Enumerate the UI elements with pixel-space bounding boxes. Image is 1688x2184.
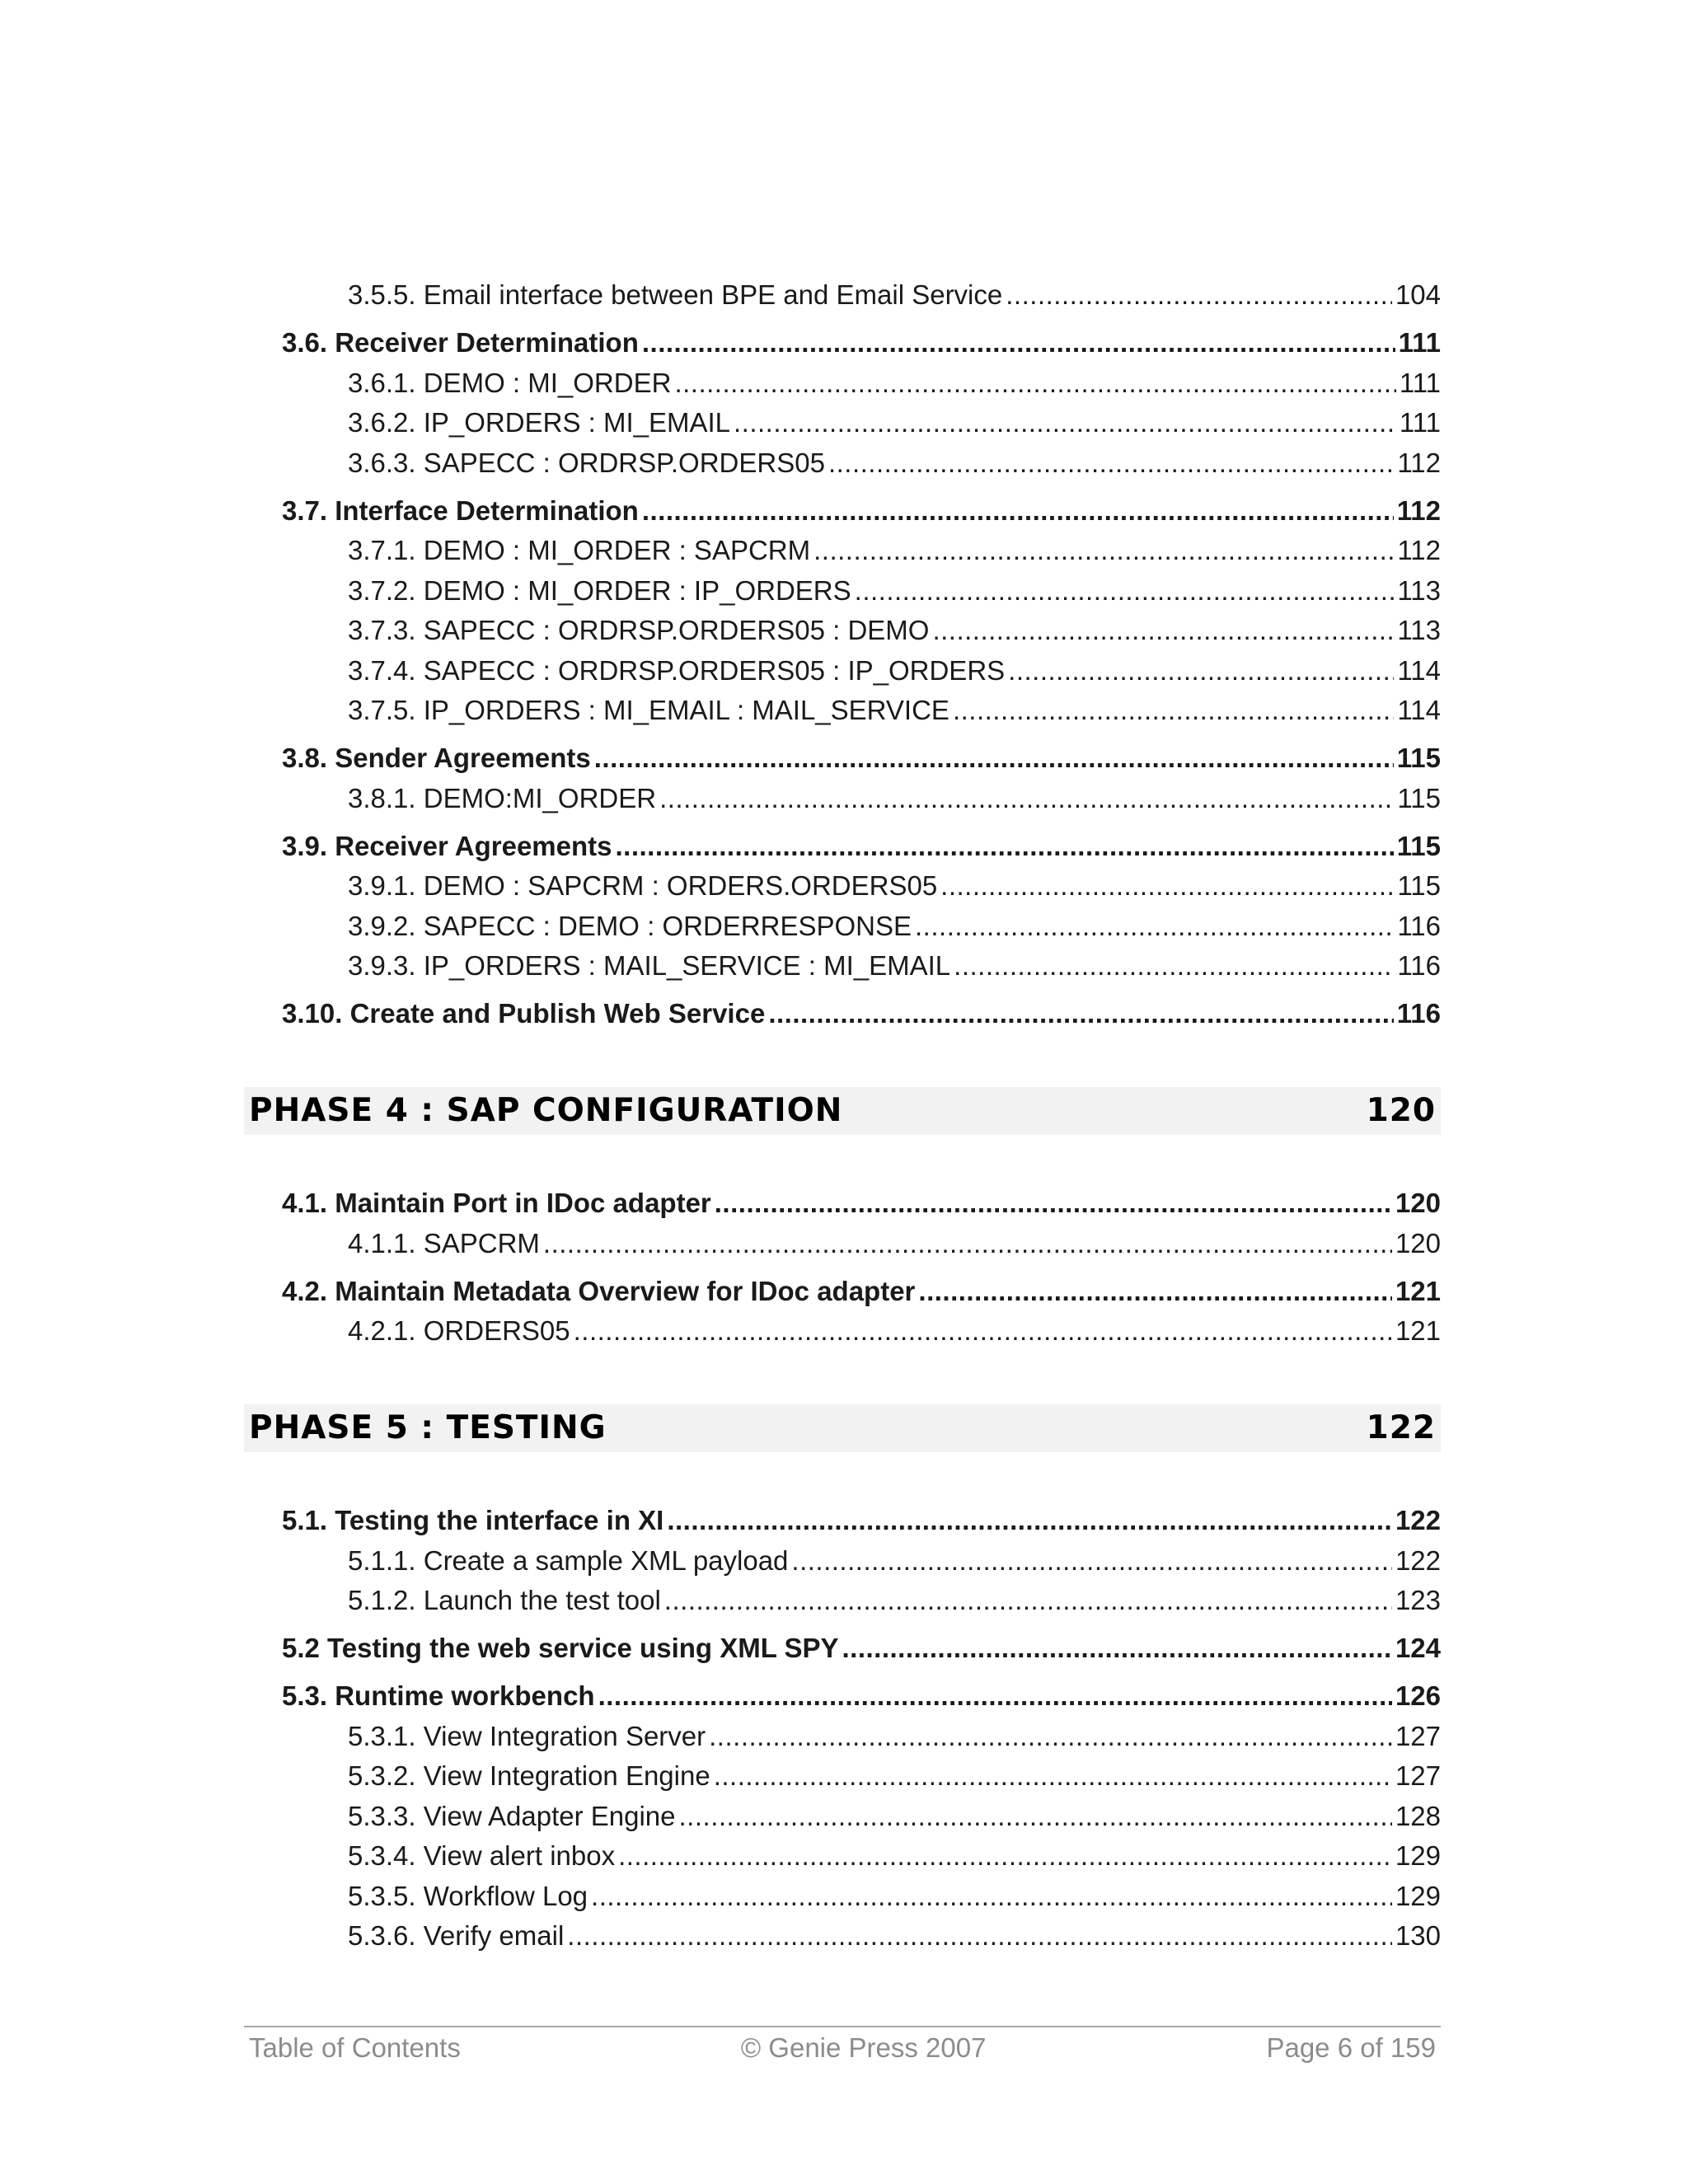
- toc-entry-page-number: 127: [1395, 1760, 1441, 1791]
- toc-subsection-entry[interactable]: [244, 779, 1441, 819]
- toc-entry-page-number: 112: [1397, 535, 1441, 565]
- toc-entry-page-number: 115: [1397, 870, 1441, 901]
- toc-entry-title: 3.7.3. SAPECC : ORDRSP.ORDERS05 : DEMO: [348, 615, 930, 645]
- toc-entry-page-number: 115: [1396, 830, 1441, 861]
- toc-entry-title: 3.8. Sender Agreements: [282, 743, 591, 773]
- toc-entry-title: 3.9.3. IP_ORDERS : MAIL_SERVICE : MI_EMAIL: [348, 950, 951, 981]
- toc-entry-title: 5.3. Runtime workbench: [282, 1680, 595, 1711]
- toc-section-entry[interactable]: [244, 323, 1441, 363]
- toc-entry-page-number: 113: [1397, 615, 1441, 645]
- dot-leader: [715, 1183, 1392, 1224]
- toc-subsection-entry[interactable]: [244, 651, 1441, 691]
- dot-leader: [674, 363, 1395, 404]
- toc-entry-page-number: 111: [1399, 407, 1441, 438]
- dot-leader: [932, 611, 1394, 651]
- toc-entry-page-number: 115: [1397, 782, 1441, 813]
- toc-entry-title: 3.9. Receiver Agreements: [282, 830, 612, 861]
- footer-section-name: Table of Contents: [249, 2032, 461, 2063]
- dot-leader: [953, 691, 1394, 731]
- toc-entry-title: 4.1.1. SAPCRM: [348, 1227, 540, 1258]
- toc-section-entry[interactable]: [244, 738, 1441, 779]
- toc-section-entry[interactable]: [244, 994, 1441, 1034]
- toc-entry-page-number: 116: [1397, 910, 1441, 941]
- toc-entry-title: 5.3.5. Workflow Log: [348, 1880, 588, 1911]
- toc-entry-page-number: 121: [1395, 1315, 1441, 1346]
- toc-entry-title: 4.2. Maintain Metadata Overview for IDoc adapter: [282, 1275, 916, 1306]
- toc-subsection-entry[interactable]: [244, 443, 1441, 484]
- toc-section-entry[interactable]: [244, 1676, 1441, 1717]
- toc-subsection-entry[interactable]: [244, 1581, 1441, 1621]
- toc-entry-page-number: 129: [1395, 1840, 1441, 1871]
- toc-entry-title: 3.7. Interface Determination: [282, 494, 639, 526]
- toc-subsection-entry[interactable]: [244, 691, 1441, 731]
- toc-entry-page-number: 114: [1397, 695, 1441, 725]
- toc-section-3-entries: [244, 275, 1441, 1034]
- toc-entry-page-number: 112: [1396, 494, 1441, 526]
- toc-section-entry[interactable]: [244, 1272, 1441, 1312]
- dot-leader: [1006, 275, 1392, 316]
- toc-subsection-entry[interactable]: [244, 946, 1441, 987]
- toc-entry-title: 4.1. Maintain Port in IDoc adapter: [282, 1188, 711, 1218]
- toc-entry-title: 3.6.1. DEMO : MI_ORDER: [348, 367, 672, 398]
- dot-leader: [567, 1916, 1392, 1957]
- toc-subsection-entry[interactable]: [244, 1311, 1441, 1352]
- toc-entry-title: 5.1.1. Create a sample XML payload: [348, 1544, 789, 1576]
- dot-leader: [842, 1629, 1392, 1669]
- toc-section-entry[interactable]: [244, 1629, 1441, 1669]
- phase-5-title: PHASE 5 : TESTING: [249, 1409, 607, 1446]
- dot-leader: [667, 1501, 1392, 1541]
- toc-entry-page-number: 126: [1395, 1680, 1441, 1711]
- phase-5-page-number: 122: [1366, 1409, 1436, 1446]
- toc-entry-page-number: 122: [1395, 1505, 1441, 1535]
- footer-page-number: Page 6 of 159: [1266, 2032, 1436, 2063]
- toc-entry-title: 5.3.6. Verify email: [348, 1920, 565, 1951]
- toc-entry-page-number: 116: [1397, 950, 1441, 981]
- toc-entry-page-number: 128: [1395, 1800, 1441, 1831]
- dot-leader: [1008, 651, 1394, 691]
- toc-entry-title: 5.2 Testing the web service using XML SPY: [282, 1633, 839, 1663]
- dot-leader: [855, 571, 1395, 612]
- toc-entry-title: 5.3.2. View Integration Engine: [348, 1760, 710, 1791]
- toc-section-entry[interactable]: [244, 1183, 1441, 1224]
- dot-leader: [659, 779, 1394, 819]
- toc-subsection-entry[interactable]: [244, 531, 1441, 571]
- toc-subsection-entry[interactable]: [244, 571, 1441, 612]
- dot-leader: [791, 1541, 1392, 1582]
- dot-leader: [574, 1311, 1392, 1352]
- phase-4-page-number: 120: [1366, 1092, 1436, 1129]
- dot-leader: [814, 531, 1394, 571]
- toc-entry-page-number: 123: [1395, 1585, 1441, 1615]
- toc-entry-title: 3.8.1. DEMO:MI_ORDER: [348, 782, 657, 813]
- toc-entry-page-number: 115: [1396, 743, 1441, 773]
- toc-entry-title: 3.5.5. Email interface between BPE and Email Service: [348, 279, 1003, 310]
- toc-entry-page-number: 112: [1397, 447, 1441, 478]
- toc-entry-page-number: 120: [1395, 1188, 1441, 1218]
- page-footer: [244, 2026, 1441, 2064]
- dot-leader: [679, 1797, 1392, 1837]
- dot-leader: [591, 1877, 1392, 1917]
- toc-subsection-entry[interactable]: [244, 907, 1441, 947]
- toc-subsection-entry[interactable]: [244, 1836, 1441, 1877]
- toc-entry-title: 3.9.1. DEMO : SAPCRM : ORDERS.ORDERS05: [348, 870, 938, 901]
- toc-entry-title: 3.7.5. IP_ORDERS : MI_EMAIL : MAIL_SERVICE: [348, 695, 950, 725]
- toc-entry-title: 5.1.2. Launch the test tool: [348, 1585, 661, 1615]
- dot-leader: [734, 403, 1396, 443]
- toc-section-4-entries: [244, 1183, 1441, 1352]
- toc-entry-page-number: 127: [1395, 1720, 1441, 1751]
- toc-entry-title: 3.10. Create and Publish Web Service: [282, 998, 766, 1029]
- toc-entry-page-number: 124: [1395, 1633, 1441, 1663]
- toc-entry-page-number: 122: [1395, 1544, 1441, 1576]
- toc-subsection-entry[interactable]: [244, 1541, 1441, 1582]
- dot-leader: [618, 1836, 1392, 1877]
- toc-subsection-entry[interactable]: [244, 866, 1441, 907]
- toc-entry-page-number: 111: [1398, 327, 1441, 358]
- toc-entry-page-number: 120: [1395, 1227, 1441, 1258]
- toc-subsection-entry[interactable]: [244, 1797, 1441, 1837]
- toc-entry-title: 5.3.1. View Integration Server: [348, 1720, 706, 1751]
- toc-subsection-entry[interactable]: [244, 1916, 1441, 1957]
- toc-entry-title: 5.3.3. View Adapter Engine: [348, 1800, 676, 1831]
- dot-leader: [768, 994, 1393, 1034]
- toc-entry-title: 3.7.4. SAPECC : ORDRSP.ORDERS05 : IP_ORDERS: [348, 654, 1006, 686]
- toc-subsection-entry[interactable]: [244, 403, 1441, 443]
- toc-subsection-entry[interactable]: [244, 1717, 1441, 1757]
- table-of-contents: [244, 275, 1441, 1957]
- dot-leader: [918, 1272, 1392, 1312]
- dot-leader: [940, 866, 1394, 907]
- toc-subsection-entry[interactable]: [244, 275, 1441, 316]
- toc-entry-title: 3.6.3. SAPECC : ORDRSP.ORDERS05: [348, 447, 825, 478]
- toc-subsection-entry[interactable]: [244, 1877, 1441, 1917]
- toc-subsection-entry[interactable]: [244, 1756, 1441, 1797]
- toc-entry-title: 3.7.2. DEMO : MI_ORDER : IP_ORDERS: [348, 574, 851, 606]
- dot-leader: [598, 1676, 1392, 1717]
- dot-leader: [594, 738, 1394, 779]
- toc-entry-page-number: 116: [1396, 998, 1441, 1029]
- phase-4-title: PHASE 4 : SAP CONFIGURATION: [249, 1092, 843, 1129]
- toc-entry-title: 3.6.2. IP_ORDERS : MI_EMAIL: [348, 407, 730, 438]
- dot-leader: [616, 827, 1394, 867]
- toc-subsection-entry[interactable]: [244, 1224, 1441, 1264]
- toc-section-entry[interactable]: [244, 1501, 1441, 1541]
- dot-leader: [828, 443, 1394, 484]
- toc-entry-page-number: 130: [1395, 1920, 1441, 1951]
- toc-entry-title: 3.6. Receiver Determination: [282, 327, 639, 358]
- toc-entry-page-number: 111: [1399, 367, 1441, 398]
- toc-entry-page-number: 113: [1397, 574, 1441, 606]
- dot-leader: [642, 323, 1395, 363]
- toc-section-5-entries: [244, 1501, 1441, 1957]
- toc-entry-title: 5.1. Testing the interface in XI: [282, 1505, 664, 1535]
- toc-entry-page-number: 129: [1395, 1880, 1441, 1911]
- dot-leader: [954, 946, 1394, 987]
- toc-subsection-entry[interactable]: [244, 611, 1441, 651]
- dot-leader: [642, 491, 1394, 532]
- toc-section-entry[interactable]: [244, 827, 1441, 867]
- phase-5-heading[interactable]: [244, 1404, 1441, 1452]
- dot-leader: [714, 1756, 1392, 1797]
- toc-entry-title: 3.7.1. DEMO : MI_ORDER : SAPCRM: [348, 535, 811, 565]
- toc-section-entry[interactable]: [244, 491, 1441, 532]
- dot-leader: [709, 1717, 1392, 1757]
- dot-leader: [543, 1224, 1392, 1264]
- toc-entry-title: 5.3.4. View alert inbox: [348, 1840, 616, 1871]
- phase-4-heading[interactable]: [244, 1087, 1441, 1135]
- toc-entry-page-number: 114: [1397, 654, 1441, 686]
- toc-entry-page-number: 121: [1395, 1275, 1441, 1306]
- dot-leader: [664, 1581, 1392, 1621]
- toc-entry-page-number: 104: [1395, 279, 1441, 310]
- toc-entry-title: 4.2.1. ORDERS05: [348, 1315, 570, 1346]
- toc-subsection-entry[interactable]: [244, 363, 1441, 404]
- dot-leader: [915, 907, 1394, 947]
- footer-copyright: © Genie Press 2007: [740, 2032, 987, 2063]
- toc-entry-title: 3.9.2. SAPECC : DEMO : ORDERRESPONSE: [348, 910, 912, 941]
